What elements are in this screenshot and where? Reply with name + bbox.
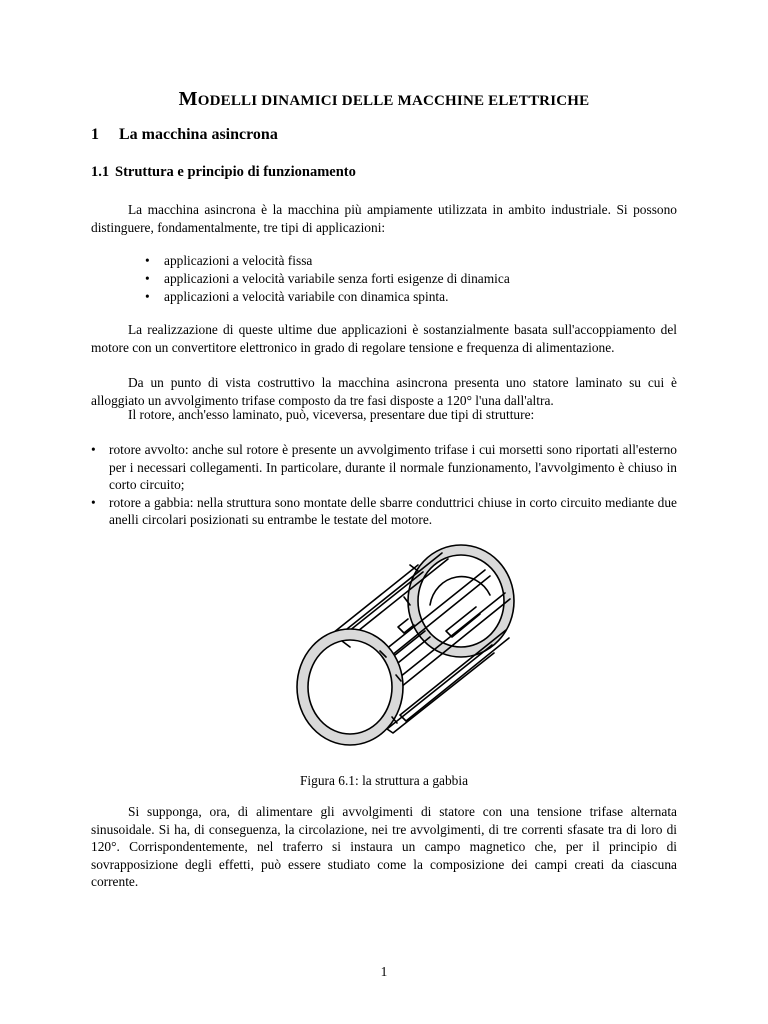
paragraph-three-phase: Si supponga, ora, di alimentare gli avvolgimenti di statore con una tensione trifase alternata sinusoidale. Si ha, di conseguenza, la circolazione, nei tre avvolgimenti, di tre correnti sfasate tra di loro di 120°. Corrispondentemente, nel traferro si instaura un campo magnetico che, per il principio di sovrapposizione degli effetti, può essere studiato come la composizione dei campi creati da ciascuna corrente.: [91, 804, 677, 889]
subsection-title: Struttura e principio di funzionamento: [115, 164, 356, 180]
document-title: MODELLI DINAMICI DELLE MACCHINE ELETTRICHE: [178, 88, 590, 110]
list-item: • applicazioni a velocità fissa: [145, 253, 313, 268]
section-number: 1: [91, 126, 99, 143]
page-number: 1: [380, 964, 388, 979]
section-heading: [91, 126, 278, 144]
paragraph-rotor: Il rotore, anch'esso laminato, può, viceversa, presentare due tipi di strutture:: [128, 407, 535, 422]
subsection-heading: [91, 164, 356, 181]
list-item: • applicazioni a velocità variabile con dinamica spinta.: [145, 289, 449, 304]
squirrel-cage-figure: [280, 535, 530, 760]
intro-paragraph: La macchina asincrona è la macchina più ampiamente utilizzata in ambito industriale. Si possono distinguere, fondamentalmente, tre tipi di applicazioni:: [91, 202, 677, 235]
rotor-types-list: [91, 441, 677, 529]
paragraph-stator: Da un punto di vista costruttivo la macchina asincrona presenta uno statore laminato su cui è alloggiato un avvolgimento trifase composto da tre fasi disposte a 120° l'una dall'altra.: [91, 375, 677, 408]
list-item: • rotore a gabbia: nella struttura sono montate delle sbarre conduttrici chiuse in corto circuito mediante due anelli circolari posizionati su entrambe le testate del motore.: [91, 494, 677, 527]
subsection-number: 1.1: [91, 164, 110, 180]
paragraph-converter: La realizzazione di queste ultime due applicazioni è sostanzialmente basata sull'accoppiamento del motore con un convertitore elettronico in grado di regolare tensione e frequenza di alimentazione.: [91, 322, 677, 355]
list-item: • rotore avvolto: anche sul rotore è presente un avvolgimento trifase i cui morsetti sono riportati all'esterno per i necessari collegamenti. In particolare, durante il normale funzionamento, l'avvolgimento è chiuso in corto circuito;: [91, 442, 677, 492]
applications-list: [140, 252, 700, 306]
list-item: • applicazioni a velocità variabile senza forti esigenze di dinamica: [145, 271, 510, 286]
figure-caption: Figura 6.1: la struttura a gabbia: [299, 773, 469, 788]
section-title: La macchina asincrona: [119, 126, 278, 143]
